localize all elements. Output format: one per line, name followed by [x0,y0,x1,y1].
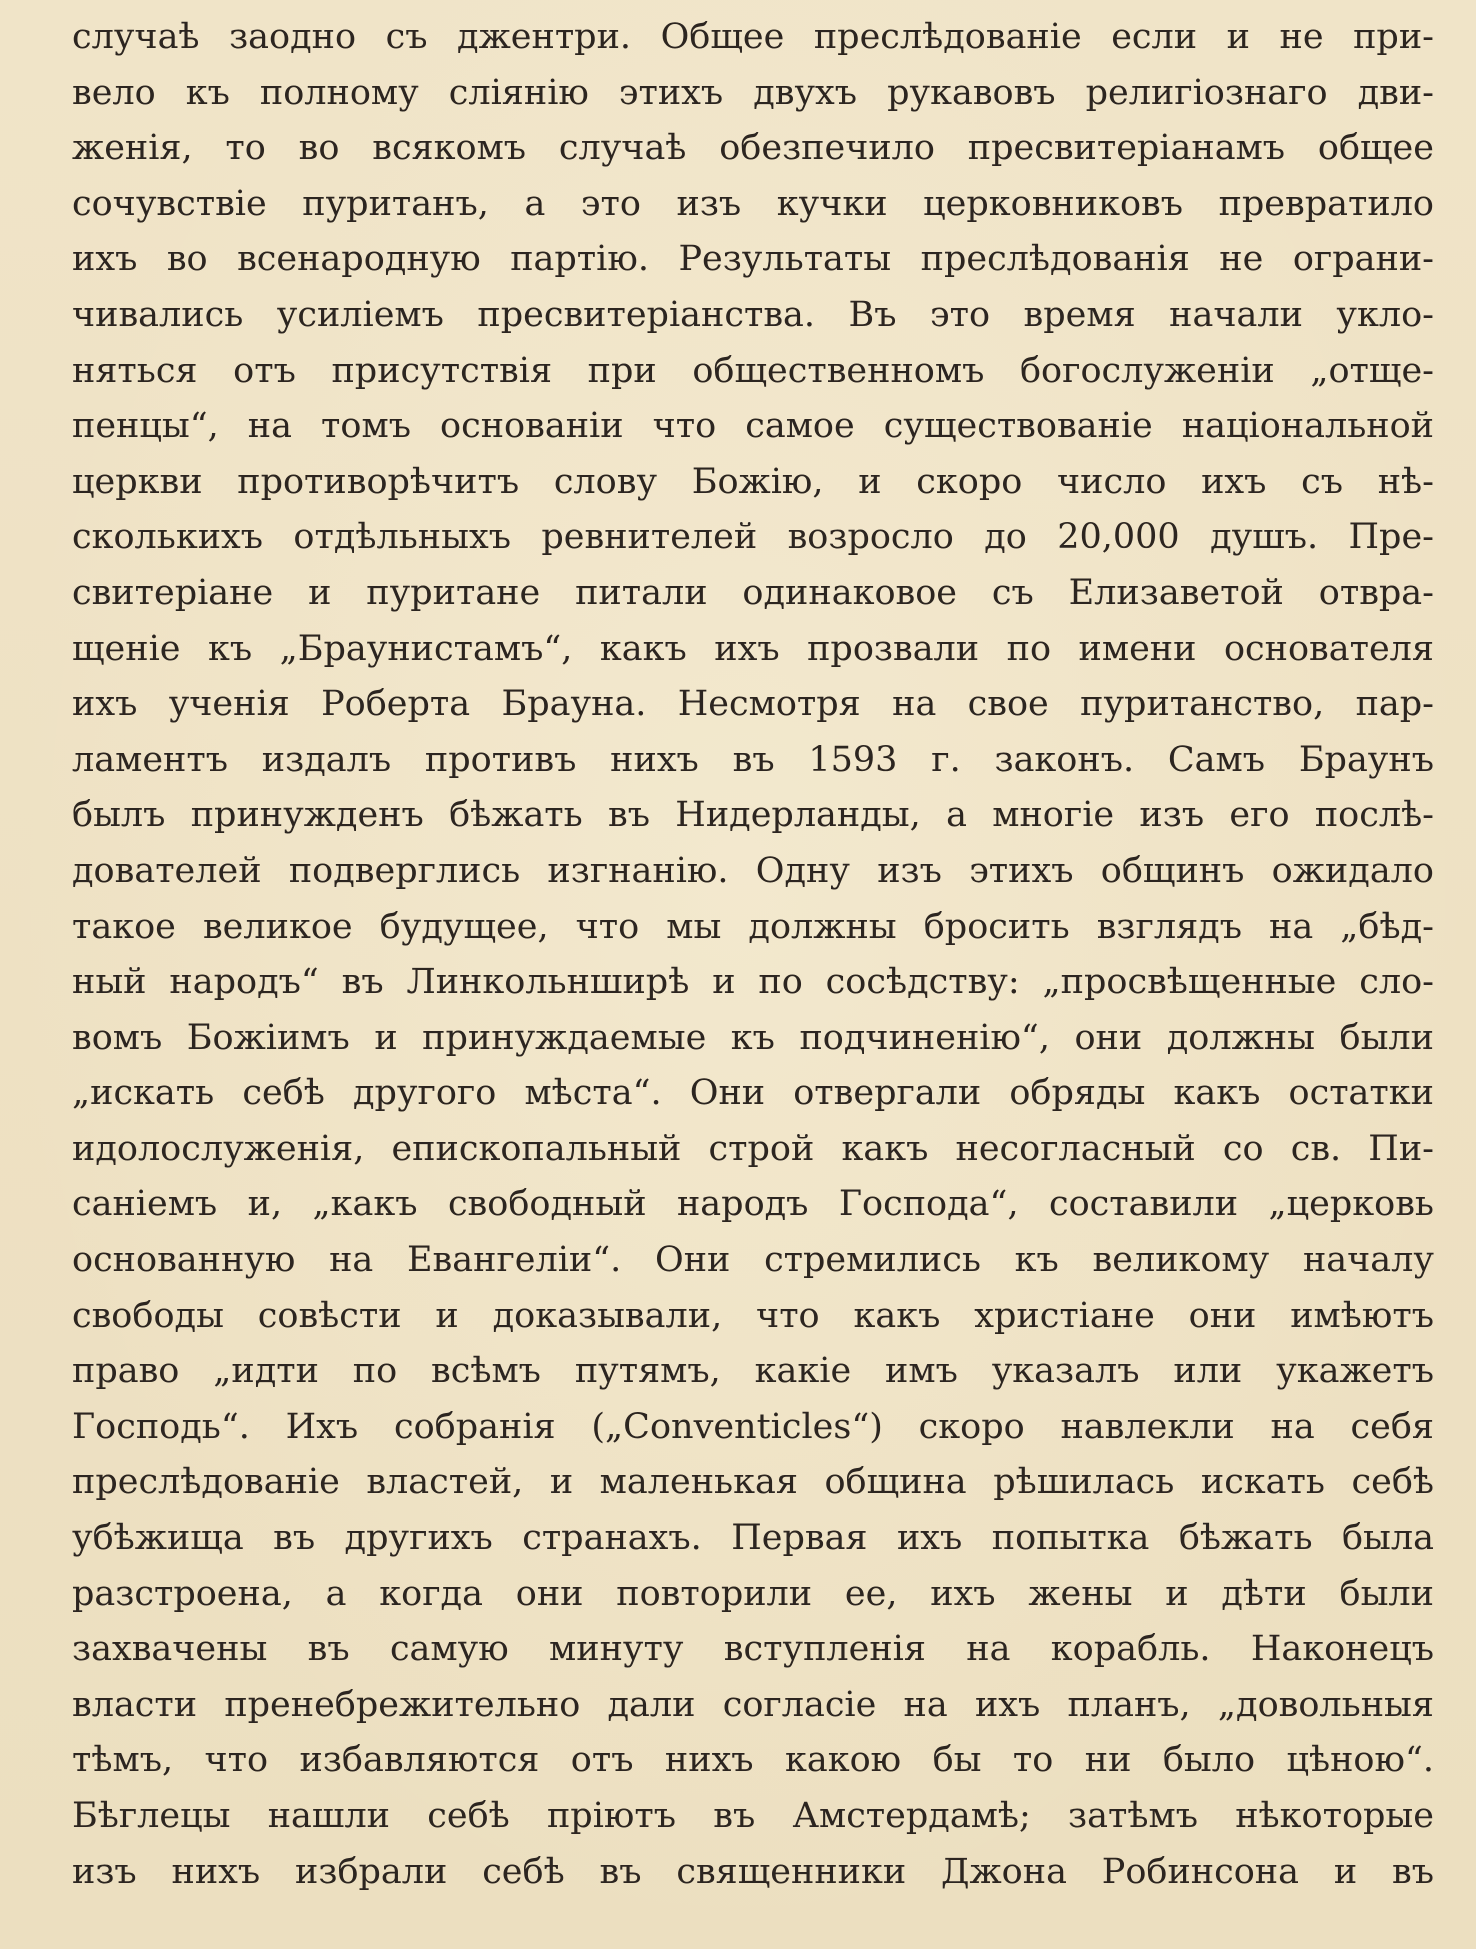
text-line: дователей подверглись изгнанію. Одну изъ этихъ общинъ ожидало [72,850,1434,891]
text-line: няться отъ присутствія при общественномъ богослуженіи „отще- [72,350,1434,391]
text-line: Бѣглецы нашли себѣ пріютъ въ Амстердамѣ; затѣмъ нѣкоторые [72,1796,1434,1836]
text-line: церкви противорѣчитъ слову Божію, и скоро число ихъ съ нѣ- [72,461,1434,502]
text-line: щеніе къ „Браунистамъ“, какъ ихъ прозвали по имени основателя [72,628,1434,669]
text-line: право „идти по всѣмъ путямъ, какіе имъ указалъ или укажетъ [72,1351,1434,1392]
text-line: власти пренебрежительно дали согласіе на ихъ планъ, „довольныя [72,1684,1434,1725]
text-line: ихъ ученія Роберта Брауна. Несмотря на свое пуританство, пар- [72,684,1434,725]
text-line: идолослуженія, епископальный строй какъ несогласный со св. Пи- [72,1128,1434,1169]
text-line: такое великое будущее, что мы должны бросить взглядъ на „бѣд- [72,906,1434,947]
text-line: вомъ Божіимъ и принуждаемые къ подчиненію“, они должны были [72,1017,1434,1058]
text-line: пенцы“, на томъ основаніи что самое существованіе національной [72,406,1434,447]
text-line: свитеріане и пуритане питали одинаковое съ Елизаветой отвра- [72,572,1434,613]
text-line: разстроена, а когда они повторили ее, ихъ жены и дѣти были [72,1573,1434,1614]
text-line: ихъ во всенародную партію. Результаты преслѣдованія не ограни- [72,239,1434,280]
text-line: случаѣ заодно съ джентри. Общее преслѣдованіе если и не при- [72,17,1434,57]
text-line: ный народъ“ въ Линкольнширѣ и по сосѣдству: „просвѣщенные сло- [72,962,1434,1003]
text-line: преслѣдованіе властей, и маленькая община рѣшилась искать себѣ [72,1462,1434,1503]
text-line: убѣжища въ другихъ странахъ. Первая ихъ попытка бѣжать была [72,1518,1434,1559]
text-line: сколькихъ отдѣльныхъ ревнителей возросло до 20,000 душъ. Пре- [72,517,1434,558]
text-line: былъ принужденъ бѣжать въ Нидерланды, а многіе изъ его послѣ- [72,795,1434,836]
text-line: основанную на Евангеліи“. Они стремились къ великому началу [72,1240,1434,1281]
text-line: „искать себѣ другого мѣста“. Они отвергали обряды какъ остатки [72,1073,1434,1114]
text-line: женія, то во всякомъ случаѣ обезпечило пресвитеріанамъ общее [72,128,1434,169]
text-line: изъ нихъ избрали себѣ въ священники Джона Робинсона и въ [72,1851,1434,1892]
text-line: ламентъ издалъ противъ нихъ въ 1593 г. законъ. Самъ Браунъ [72,739,1434,780]
text-line: тѣмъ, что избавляются отъ нихъ какою бы то ни было цѣною“. [72,1740,1434,1781]
text-line: чивались усиліемъ пресвитеріанства. Въ это время начали укло- [72,294,1434,335]
text-line: свободы совѣсти и доказывали, что какъ христіане они имѣютъ [72,1295,1434,1336]
text-line: сочувствіе пуританъ, а это изъ кучки церковниковъ превратило [72,183,1434,224]
text-line: саніемъ и, „какъ свободный народъ Господа“, составили „церковь [72,1184,1434,1225]
text-line: захвачены въ самую минуту вступленія на корабль. Наконецъ [72,1629,1434,1670]
body-text [72,10,1434,1900]
text-line: Господь“. Ихъ собранія („Conventicles“) скоро навлекли на себя [72,1406,1434,1447]
text-line: вело къ полному слiянію этихъ двухъ рукавовъ религіознаго дви- [72,72,1434,113]
